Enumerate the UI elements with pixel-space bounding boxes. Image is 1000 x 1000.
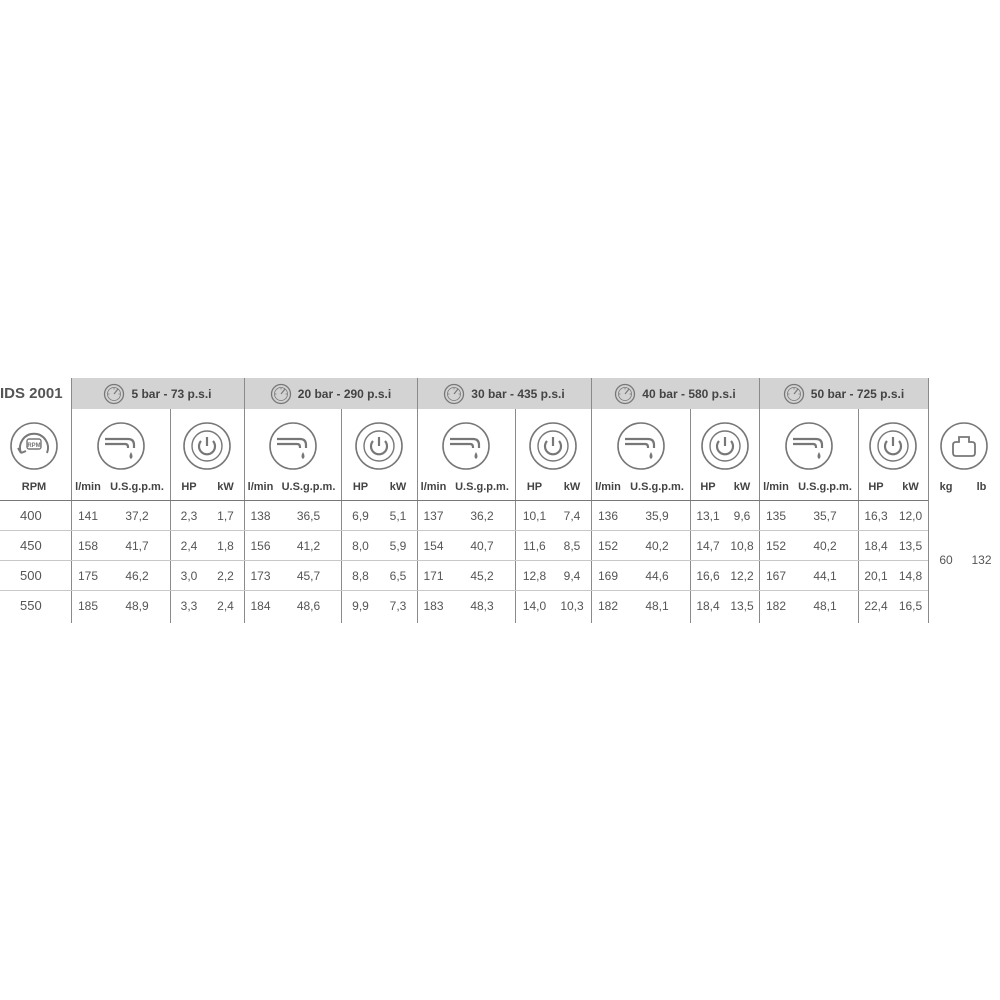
column-header-lmin: l/min <box>595 481 621 493</box>
power-hp-value: 8,8 <box>352 569 369 583</box>
flow-usgpm-value: 40,7 <box>470 539 494 553</box>
power-hp-value: 3,3 <box>180 599 198 613</box>
flow-lmin-value: 137 <box>423 509 444 523</box>
power-hp-value: 10,1 <box>522 509 547 523</box>
flow-lmin-value: 169 <box>597 569 619 583</box>
power-button-icon <box>695 416 755 476</box>
flow-lmin-value: 152 <box>597 539 619 553</box>
rpm-value: 550 <box>20 598 42 613</box>
power-kw-value: 8,5 <box>563 539 581 553</box>
power-hp-value: 16,3 <box>864 509 888 523</box>
flow-usgpm-value: 46,2 <box>125 569 149 583</box>
flow-usgpm-value: 36,2 <box>470 509 494 523</box>
flow-usgpm-value: 48,1 <box>813 599 837 613</box>
flow-lmin-value: 158 <box>77 539 99 553</box>
power-kw-value: 12,2 <box>730 569 754 583</box>
column-header-hp: HP <box>868 481 884 493</box>
power-hp-value: 22,4 <box>864 599 888 613</box>
flow-usgpm-value: 37,2 <box>125 509 149 523</box>
column-header-hp: HP <box>181 481 197 493</box>
column-header-kw: kW <box>563 481 581 493</box>
power-button-icon <box>863 416 923 476</box>
group-divider <box>928 378 929 623</box>
power-kw-value: 9,6 <box>733 509 751 523</box>
faucet-drop-icon <box>611 416 671 476</box>
faucet-drop-icon <box>779 416 839 476</box>
flow-usgpm-value: 45,7 <box>296 569 321 583</box>
power-hp-value: 9,9 <box>352 599 369 613</box>
power-kw-value: 10,8 <box>730 539 754 553</box>
flow-usgpm-value: 48,1 <box>645 599 669 613</box>
flow-usgpm-value: 44,6 <box>645 569 669 583</box>
column-header-lmin: l/min <box>763 481 789 493</box>
column-header-kw: kW <box>217 481 234 493</box>
pressure-group-text: 40 bar - 580 p.s.i <box>642 386 736 401</box>
flow-usgpm-value: 35,9 <box>645 509 669 523</box>
column-header-usgpm: U.S.g.p.m. <box>630 481 684 493</box>
column-header-kw: kW <box>389 481 407 493</box>
pressure-gauge-icon <box>443 383 471 405</box>
power-hp-value: 3,0 <box>180 569 198 583</box>
column-header-kw: kW <box>902 481 919 493</box>
rpm-value: 450 <box>20 538 42 553</box>
flow-lmin-value: 171 <box>423 569 444 583</box>
rpm-value: 500 <box>20 568 42 583</box>
flow-usgpm-value: 48,9 <box>125 599 149 613</box>
power-kw-value: 14,8 <box>898 569 923 583</box>
flow-lmin-value: 152 <box>765 539 787 553</box>
power-hp-value: 14,0 <box>522 599 547 613</box>
power-kw-value: 7,4 <box>563 509 581 523</box>
flow-usgpm-value: 48,3 <box>470 599 494 613</box>
pressure-group-text: 20 bar - 290 p.s.i <box>297 386 392 401</box>
column-header-lmin: l/min <box>247 481 274 493</box>
pressure-group-label <box>71 378 244 409</box>
power-hp-value: 2,4 <box>180 539 198 553</box>
power-kw-value: 5,9 <box>389 539 407 553</box>
power-hp-value: 14,7 <box>696 539 720 553</box>
column-header-usgpm: U.S.g.p.m. <box>455 481 509 493</box>
flow-lmin-value: 182 <box>597 599 619 613</box>
column-header-lmin: l/min <box>420 481 447 493</box>
pressure-group-text: 30 bar - 435 p.s.i <box>471 386 565 401</box>
flow-lmin-value: 173 <box>250 569 271 583</box>
power-kw-value: 12,0 <box>898 509 923 523</box>
power-hp-value: 11,6 <box>523 539 546 553</box>
flow-lmin-value: 175 <box>77 569 99 583</box>
power-kw-value: 10,3 <box>560 599 584 613</box>
power-kw-value: 2,4 <box>217 599 234 613</box>
column-header-lb: lb <box>976 481 987 493</box>
spec-table <box>0 378 1000 623</box>
weight-icon <box>934 416 994 476</box>
svg-text:RPM: RPM <box>27 443 41 449</box>
power-hp-value: 2,3 <box>180 509 198 523</box>
column-header-kg: kg <box>939 481 953 493</box>
flow-lmin-value: 184 <box>250 599 271 613</box>
flow-usgpm-value: 45,2 <box>470 569 494 583</box>
column-header-usgpm: U.S.g.p.m. <box>281 481 336 493</box>
faucet-drop-icon <box>263 416 323 476</box>
power-kw-value: 6,5 <box>389 569 407 583</box>
column-header-hp: HP <box>700 481 716 493</box>
flow-usgpm-value: 44,1 <box>813 569 837 583</box>
power-hp-value: 13,1 <box>696 509 720 523</box>
pressure-gauge-icon <box>783 383 811 405</box>
power-button-icon <box>523 416 583 476</box>
flow-lmin-value: 154 <box>423 539 444 553</box>
model-name: IDS 2001 <box>0 385 63 402</box>
flow-usgpm-value: 40,2 <box>813 539 837 553</box>
column-header-hp: HP <box>526 481 543 493</box>
power-kw-value: 9,4 <box>563 569 581 583</box>
flow-usgpm-value: 48,6 <box>296 599 321 613</box>
flow-lmin-value: 138 <box>250 509 271 523</box>
power-kw-value: 1,8 <box>217 539 234 553</box>
power-hp-value: 18,4 <box>696 599 720 613</box>
column-header-kw: kW <box>733 481 751 493</box>
rpm-gauge-icon <box>4 416 64 476</box>
column-header-rpm: RPM <box>21 481 47 493</box>
faucet-drop-icon <box>436 416 496 476</box>
power-button-icon <box>349 416 409 476</box>
flow-usgpm-value: 41,7 <box>125 539 149 553</box>
pressure-group-label <box>759 378 928 409</box>
column-header-hp: HP <box>352 481 369 493</box>
column-header-lmin: l/min <box>75 481 101 493</box>
flow-lmin-value: 182 <box>765 599 787 613</box>
pressure-group-text: 5 bar - 73 p.s.i <box>131 386 212 401</box>
pressure-group-text: 50 bar - 725 p.s.i <box>810 386 905 401</box>
flow-usgpm-value: 41,2 <box>296 539 321 553</box>
power-kw-value: 13,5 <box>730 599 754 613</box>
power-hp-value: 18,4 <box>864 539 888 553</box>
power-hp-value: 8,0 <box>352 539 369 553</box>
pressure-group-label <box>244 378 417 409</box>
flow-lmin-value: 185 <box>77 599 99 613</box>
flow-lmin-value: 183 <box>423 599 444 613</box>
column-header-usgpm: U.S.g.p.m. <box>798 481 852 493</box>
flow-usgpm-value: 36,5 <box>296 509 321 523</box>
power-hp-value: 16,6 <box>696 569 720 583</box>
power-kw-value: 1,7 <box>217 509 234 523</box>
flow-usgpm-value: 40,2 <box>645 539 669 553</box>
power-kw-value: 7,3 <box>389 599 407 613</box>
flow-usgpm-value: 35,7 <box>813 509 837 523</box>
pressure-gauge-icon <box>614 383 642 405</box>
rpm-value: 400 <box>20 508 42 523</box>
pressure-group-label <box>591 378 759 409</box>
power-kw-value: 16,5 <box>898 599 923 613</box>
flow-lmin-value: 136 <box>597 509 619 523</box>
column-header-usgpm: U.S.g.p.m. <box>110 481 164 493</box>
weight-lb-value: 132 <box>971 553 992 567</box>
power-hp-value: 20,1 <box>864 569 888 583</box>
pressure-group-label <box>417 378 591 409</box>
flow-lmin-value: 156 <box>250 539 271 553</box>
pressure-gauge-icon <box>103 383 131 405</box>
faucet-drop-icon <box>91 416 151 476</box>
flow-lmin-value: 135 <box>765 509 787 523</box>
weight-kg-value: 60 <box>939 553 953 567</box>
flow-lmin-value: 167 <box>765 569 787 583</box>
power-kw-value: 5,1 <box>389 509 407 523</box>
flow-lmin-value: 141 <box>77 509 99 523</box>
power-hp-value: 12,8 <box>522 569 547 583</box>
power-kw-value: 13,5 <box>898 539 923 553</box>
power-hp-value: 6,9 <box>352 509 369 523</box>
power-kw-value: 2,2 <box>217 569 234 583</box>
pressure-gauge-icon <box>270 383 298 405</box>
power-button-icon <box>177 416 237 476</box>
